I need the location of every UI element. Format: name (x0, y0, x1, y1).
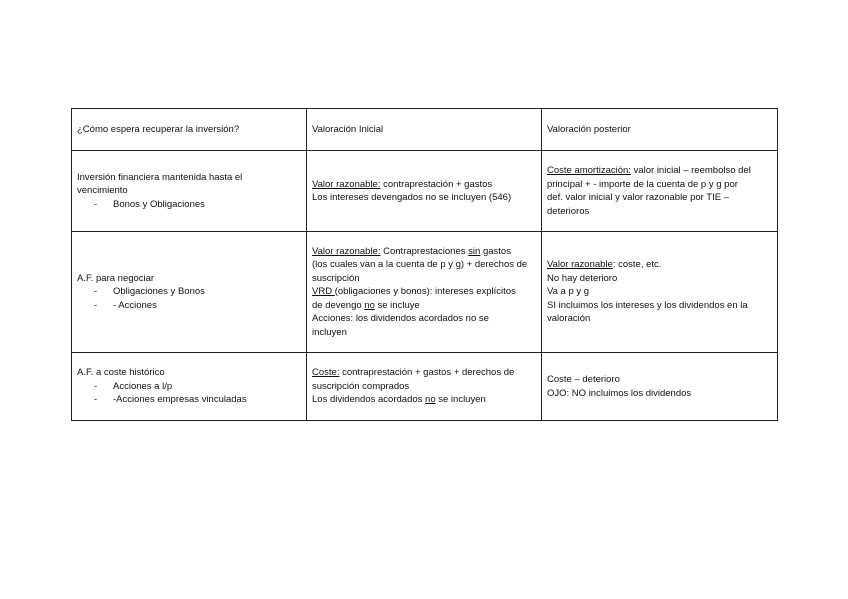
underlined-term: VRD (312, 286, 335, 298)
list-item-text: - Acciones (113, 299, 157, 311)
list-item-text: Acciones a l/p (113, 380, 173, 392)
text-line: (los cuales van a la cuenta de p y g) + derechos de (312, 259, 528, 271)
underlined-term: Coste amortización: (547, 165, 631, 176)
text-line (312, 245, 536, 259)
category-line: A.F. a coste histórico (77, 367, 165, 379)
text-line (312, 393, 536, 407)
text-line: OJO: NO incluimos los dividendos (547, 387, 692, 399)
header-initial-valuation: Valoración Inicial (307, 109, 542, 151)
bullet-dash: - (94, 198, 98, 210)
list-item-text: Bonos y Obligaciones (113, 198, 205, 210)
list-item (77, 380, 301, 394)
text-line (312, 366, 536, 380)
text-line: No hay deterioro (547, 272, 618, 284)
text-line: suscripción (312, 272, 360, 284)
text-span: (obligaciones y bonos): intereses explícitos (334, 286, 516, 298)
list-item-text: Obligaciones y Bonos (113, 286, 205, 298)
text-span: de devengo (312, 299, 365, 311)
text-span: se incluye (374, 299, 420, 311)
text-line: def. valor inicial y valor razonable por TIE – (547, 192, 729, 203)
cell-category (72, 151, 307, 232)
underlined-term: Valor razonable: (312, 178, 381, 190)
list-item-text: -Acciones empresas vinculadas (113, 394, 247, 406)
cell-subsequent-valuation (542, 151, 778, 232)
text-span: valor inicial – reembolso del (630, 165, 751, 176)
list-item (77, 299, 301, 313)
table-row-historical-cost (72, 353, 778, 421)
text-line: Los intereses devengados no se incluyen (546) (312, 192, 512, 203)
table-row-trading (72, 232, 778, 353)
cell-category (72, 232, 307, 353)
text-line: Va a p y g (547, 286, 590, 298)
bullet-dash: - (94, 286, 98, 298)
text-line: deterioros (547, 205, 590, 217)
header-recovery-question: ¿Cómo espera recuperar la inversión? (72, 109, 307, 151)
text-line: SI incluimos los intereses y los dividendos en la (547, 299, 748, 311)
category-line: A.F. para negociar (77, 272, 155, 284)
valuation-table (71, 108, 778, 421)
underlined-term: no (425, 394, 436, 406)
text-line: suscripción comprados (312, 380, 410, 392)
text-line (547, 258, 772, 272)
underlined-term: Valor razonable (547, 259, 613, 271)
text-line (312, 178, 536, 192)
underlined-term: sin (468, 245, 481, 257)
underlined-term: Coste: (312, 367, 340, 379)
underlined-term: Valor razonable: (312, 245, 381, 257)
bullet-dash: - (94, 380, 98, 392)
underlined-term: no (364, 299, 375, 311)
bullet-dash: - (94, 299, 98, 311)
text-span: gastos (480, 245, 511, 257)
text-line: Acciones: los dividendos acordados no se (312, 313, 489, 325)
cell-initial-valuation (307, 151, 542, 232)
cell-subsequent-valuation (542, 232, 778, 353)
cell-category (72, 353, 307, 421)
category-line: vencimiento (77, 185, 128, 197)
text-line: valoración (547, 313, 591, 325)
text-span: contraprestación + gastos + derechos de (339, 367, 515, 379)
cell-subsequent-valuation (542, 353, 778, 421)
text-span: contraprestación + gastos (380, 178, 493, 190)
text-span: se incluyen (435, 394, 486, 406)
cell-initial-valuation (307, 353, 542, 421)
list-item (77, 285, 301, 299)
list-item (77, 198, 301, 212)
text-line (312, 299, 536, 313)
text-span: : coste, etc. (612, 259, 662, 271)
text-line (547, 164, 772, 178)
cell-initial-valuation (307, 232, 542, 353)
text-line (312, 285, 536, 299)
header-subsequent-valuation: Valoración posterior (542, 109, 778, 151)
text-line: Coste – deterioro (547, 374, 620, 385)
table-header-row (72, 109, 778, 151)
text-span: Contraprestaciones (380, 245, 469, 257)
bullet-dash: - (94, 394, 98, 406)
text-span: Los dividendos acordados (312, 394, 426, 406)
list-item (77, 393, 301, 407)
text-line: principal + - importe de la cuenta de p y g por (547, 178, 738, 190)
category-line: Inversión financiera mantenida hasta el (77, 171, 243, 183)
table-row-held-to-maturity (72, 151, 778, 232)
text-line: incluyen (312, 326, 347, 338)
